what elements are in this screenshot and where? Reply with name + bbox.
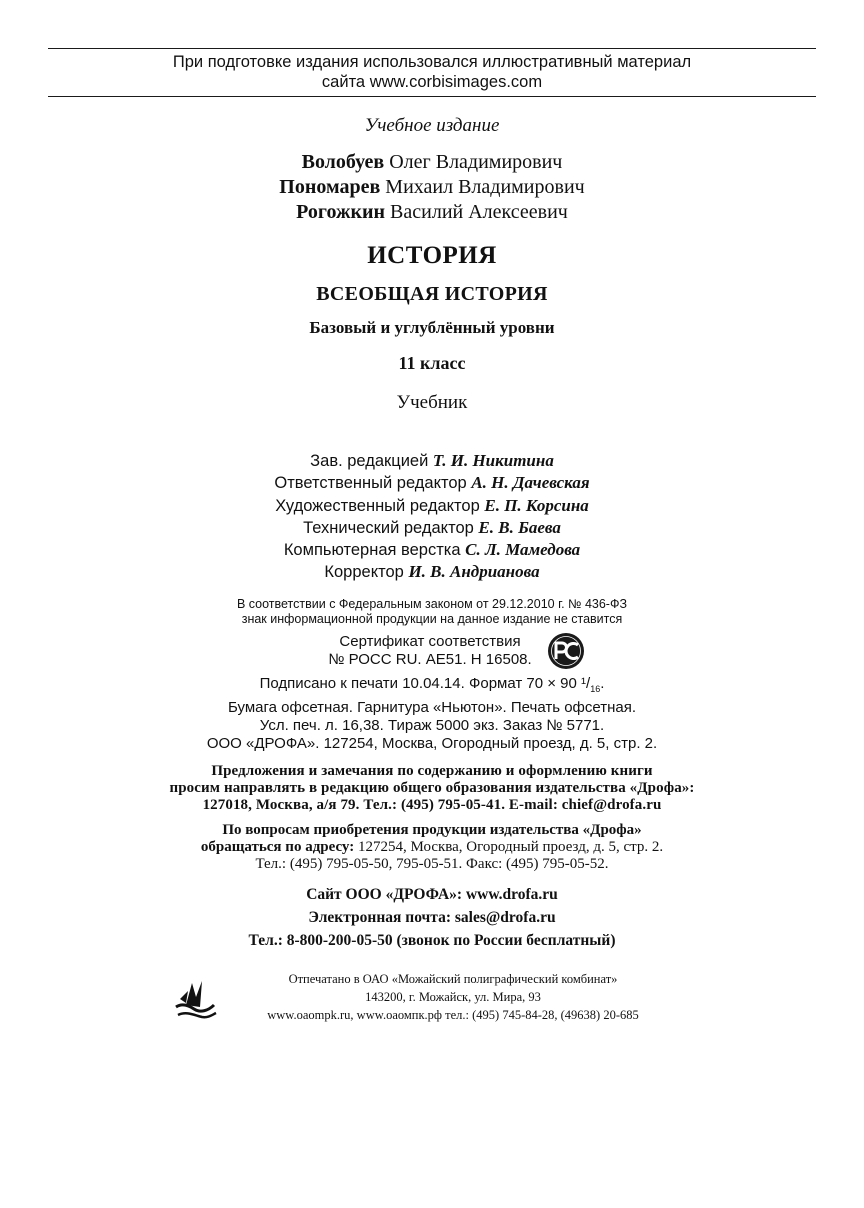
staff-role: Компьютерная верстка (283, 541, 461, 560)
printing-info (0, 675, 864, 736)
staff-person: Е. В. Баева (478, 517, 561, 537)
staff-role: Художественный редактор (275, 496, 480, 515)
staff-role: Зав. редакцией (310, 452, 429, 470)
law-line-1: В соответствии с Федеральным законом от 29.12.2010 г. № 436-ФЗ (236, 597, 628, 611)
purchase-line-1 (0, 822, 864, 839)
purchase-address-label: обращаться по адресу: (200, 839, 355, 856)
staff-role: Ответственный редактор (274, 474, 467, 493)
author-surname: Рогожкин (296, 201, 386, 223)
staff-line (0, 472, 864, 494)
book-subtitle: ВСЕОБЩАЯ ИСТОРИЯ (316, 283, 548, 305)
purchase-line-2 (0, 839, 864, 856)
book-grade: 11 класс (398, 353, 466, 373)
book-type: Учебник (396, 392, 468, 413)
staff-line (0, 561, 864, 583)
credit-line-1: При подготовке издания использовался иллюстративный материал (172, 53, 692, 71)
certificate-line-2: № РОСС RU. АЕ51. Н 16508. (328, 651, 532, 668)
proposals-block (0, 763, 864, 815)
credit-line-2: сайта www.corbisimages.com (321, 73, 543, 91)
author-name: Василий Алексеевич (390, 201, 568, 223)
author-surname: Пономарев (279, 176, 381, 198)
author-line (0, 150, 864, 175)
mozhaysk-printing-logo-icon (172, 977, 218, 1023)
book-level: Базовый и углублённый уровни (309, 318, 555, 337)
format-denominator: 16 (590, 684, 601, 694)
proposals-line-3: 127018, Москва, а/я 79. Тел.: (495) 795-05-41. E-mail: chief@drofa.ru (202, 797, 662, 814)
format-text: Подписано к печати 10.04.14. Формат 70 × 90 (259, 675, 582, 692)
certificate-line-1: Сертификат соответствия (339, 633, 521, 650)
proposals-line-2: просим направлять в редакцию общего образования издательства «Дрофа»: (169, 780, 695, 797)
staff-person: И. В. Андрианова (408, 562, 540, 582)
credit-bottom-rule (48, 96, 816, 97)
purchase-address: 127254, Москва, Огородный проезд, д. 5, стр. 2. (354, 839, 664, 856)
staff-line (0, 539, 864, 561)
purchase-block (0, 822, 864, 874)
staff-person: А. Н. Дачевская (471, 473, 590, 493)
purchase-heading: По вопросам приобретения продукции издательства «Дрофа» (222, 822, 642, 838)
staff-role: Корректор (324, 563, 404, 582)
book-title: ИСТОРИЯ (367, 242, 497, 269)
printer-line-3: www.oaompk.ru, www.оаомпк.рф тел.: (495) 745-84-28, (49638) 20-685 (267, 1008, 639, 1022)
website-line: Сайт ООО «ДРОФА»: www.drofa.ru (306, 886, 558, 903)
format-fraction: ¹/ (581, 675, 591, 692)
author-line (0, 175, 864, 200)
certificate-block (300, 633, 560, 669)
staff-person: С. Л. Мамедова (465, 540, 581, 560)
staff-line (0, 517, 864, 539)
printing-line-3: Усл. печ. л. 16,38. Тираж 5000 экз. Заказ № 5771. (259, 717, 605, 734)
rst-certification-mark-icon (546, 631, 586, 671)
law-line-2: знак информационной продукции на данное издание не ставится (241, 612, 623, 626)
email-line: Электронная почта: sales@drofa.ru (308, 909, 556, 926)
author-name: Михаил Владимирович (385, 176, 585, 198)
staff-role: Технический редактор (303, 518, 474, 537)
printer-line-2: 143200, г. Можайск, ул. Мира, 93 (365, 990, 541, 1004)
printing-line-2: Бумага офсетная. Гарнитура «Ньютон». Печать офсетная. (227, 698, 637, 716)
author-surname: Волобуев (301, 151, 385, 173)
printer-line-1: Отпечатано в ОАО «Можайский полиграфический комбинат» (288, 972, 618, 986)
staff-line (0, 495, 864, 517)
format-period: . (600, 675, 605, 692)
illustration-credit (48, 52, 816, 92)
law-notice (0, 597, 864, 627)
phone-line: Тел.: 8-800-200-05-50 (звонок по России бесплатный) (248, 932, 616, 949)
staff-person: Т. И. Никитина (432, 451, 554, 470)
staff-person: Е. П. Корсина (484, 495, 589, 515)
top-rule (48, 48, 816, 49)
author-name: Олег Владимирович (389, 151, 563, 173)
proposals-line-1: Предложения и замечания по содержанию и оформлению книги (211, 763, 653, 779)
printer-info (213, 970, 693, 1024)
printing-line-1 (0, 675, 864, 699)
edition-type: Учебное издание (364, 115, 500, 136)
staff-line (0, 450, 864, 472)
editorial-staff (0, 450, 864, 584)
purchase-line-3: Тел.: (495) 795-05-50, 795-05-51. Факс: (495) 795-05-52. (255, 856, 609, 873)
authors-block (0, 150, 864, 225)
author-line (0, 200, 864, 225)
publisher-address: ООО «ДРОФА». 127254, Москва, Огородный проезд, д. 5, стр. 2. (206, 735, 658, 752)
